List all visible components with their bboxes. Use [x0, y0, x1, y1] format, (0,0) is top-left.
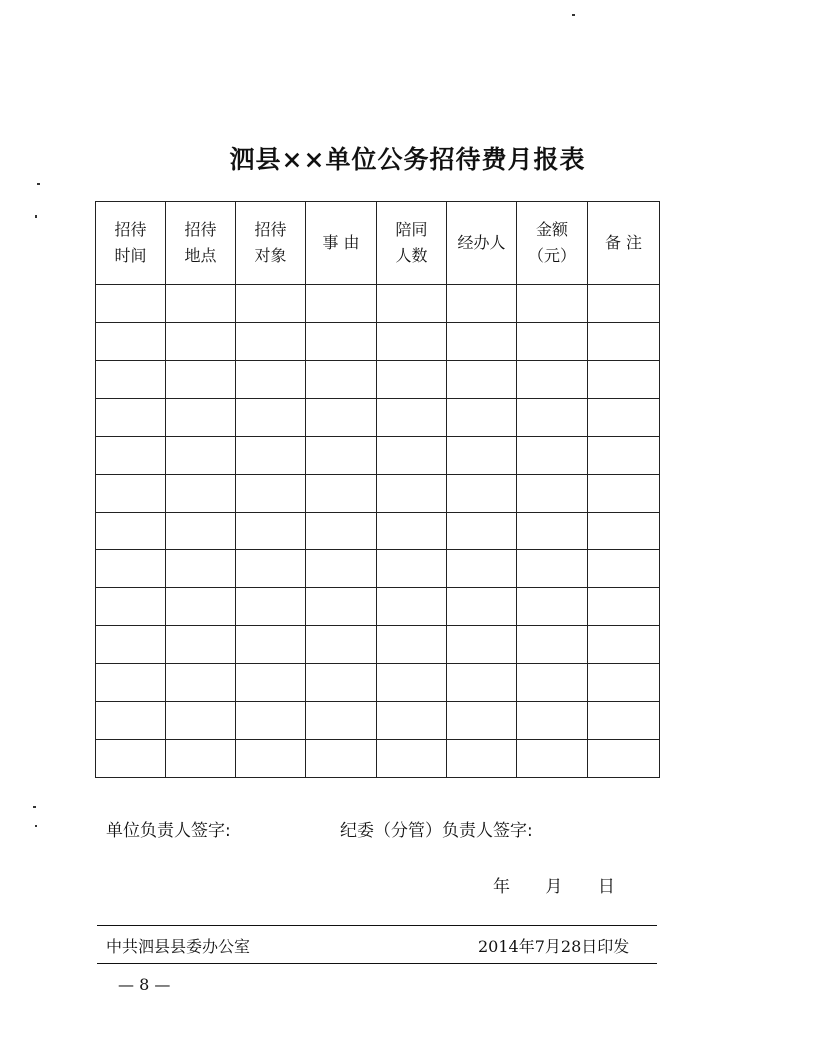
- column-header-text: 招待: [114, 220, 147, 239]
- table-cell: [236, 550, 306, 588]
- issuer: 中共泗县县委办公室: [106, 937, 251, 956]
- table-cell: [517, 398, 588, 436]
- table-cell: [306, 322, 377, 360]
- table-cell: [166, 550, 236, 588]
- table-cell: [588, 285, 660, 323]
- table-row: [96, 588, 660, 626]
- table-cell: [236, 436, 306, 474]
- table-cell: [166, 588, 236, 626]
- column-header: [517, 202, 588, 285]
- table-cell: [96, 512, 166, 550]
- table-cell: [377, 664, 447, 702]
- table-cell: [517, 740, 588, 778]
- table-cell: [517, 285, 588, 323]
- table-cell: [447, 474, 517, 512]
- table-cell: [588, 626, 660, 664]
- table-row: [96, 436, 660, 474]
- table-cell: [166, 322, 236, 360]
- table-cell: [96, 664, 166, 702]
- table-cell: [166, 398, 236, 436]
- table-cell: [377, 740, 447, 778]
- scan-speck: [35, 215, 37, 218]
- table-cell: [588, 436, 660, 474]
- table-cell: [588, 550, 660, 588]
- column-header: [447, 202, 517, 285]
- footer-bottom-rule: [97, 963, 657, 964]
- scan-speck: [37, 183, 40, 185]
- table-cell: [517, 360, 588, 398]
- column-header-text: 对象: [254, 246, 287, 265]
- table-cell: [306, 474, 377, 512]
- column-header: [306, 202, 377, 285]
- table-cell: [96, 398, 166, 436]
- scan-speck: [35, 825, 37, 827]
- table-cell: [447, 702, 517, 740]
- column-header: [166, 202, 236, 285]
- column-header: [377, 202, 447, 285]
- table-cell: [306, 512, 377, 550]
- scan-speck: [572, 14, 575, 16]
- table-row: [96, 550, 660, 588]
- table-cell: [166, 285, 236, 323]
- table-cell: [588, 588, 660, 626]
- table-cell: [306, 664, 377, 702]
- table-cell: [447, 398, 517, 436]
- table-cell: [588, 664, 660, 702]
- table-cell: [377, 474, 447, 512]
- table-cell: [517, 702, 588, 740]
- table-cell: [377, 702, 447, 740]
- table-cell: [377, 626, 447, 664]
- table-cell: [236, 588, 306, 626]
- table-cell: [377, 398, 447, 436]
- column-header-text: 招待: [184, 220, 217, 239]
- table-cell: [588, 512, 660, 550]
- column-header-text: 招待: [254, 220, 287, 239]
- table-row: [96, 626, 660, 664]
- year-label: 年: [493, 877, 510, 897]
- table-cell: [166, 436, 236, 474]
- table-cell: [588, 360, 660, 398]
- table-header-row: [96, 202, 660, 285]
- table-cell: [166, 740, 236, 778]
- table-cell: [517, 512, 588, 550]
- table-cell: [447, 626, 517, 664]
- table-body: [96, 285, 660, 778]
- scan-speck: [33, 806, 36, 808]
- table-cell: [447, 512, 517, 550]
- table-cell: [517, 474, 588, 512]
- document-title: 泗县××单位公务招待费月报表: [229, 145, 586, 174]
- table-row: [96, 512, 660, 550]
- table-cell: [96, 360, 166, 398]
- table-cell: [236, 474, 306, 512]
- table-cell: [517, 626, 588, 664]
- table-cell: [447, 360, 517, 398]
- table-row: [96, 322, 660, 360]
- table-cell: [447, 436, 517, 474]
- day-label: 日: [597, 877, 615, 897]
- table-cell: [447, 588, 517, 626]
- table-cell: [96, 436, 166, 474]
- table-cell: [166, 626, 236, 664]
- table-cell: [447, 322, 517, 360]
- table-cell: [236, 398, 306, 436]
- table-cell: [517, 664, 588, 702]
- column-header-text: 事 由: [322, 233, 360, 252]
- table-cell: [517, 322, 588, 360]
- table-row: [96, 285, 660, 323]
- table-cell: [517, 550, 588, 588]
- footer-top-rule: [97, 925, 657, 926]
- table-cell: [166, 512, 236, 550]
- table-cell: [517, 588, 588, 626]
- column-header-text: 时间: [114, 246, 147, 265]
- unit-head-signature-label: 单位负责人签字:: [106, 821, 231, 841]
- table-cell: [306, 626, 377, 664]
- table-cell: [96, 626, 166, 664]
- table-cell: [236, 360, 306, 398]
- column-header-text: （元）: [527, 246, 576, 265]
- table-cell: [517, 436, 588, 474]
- date-line: [493, 872, 645, 897]
- table-cell: [236, 740, 306, 778]
- table-cell: [377, 550, 447, 588]
- table-cell: [588, 740, 660, 778]
- table-cell: [236, 702, 306, 740]
- column-header-text: 金额: [535, 220, 568, 239]
- table-cell: [96, 322, 166, 360]
- table-cell: [377, 322, 447, 360]
- table-cell: [96, 702, 166, 740]
- table-cell: [306, 360, 377, 398]
- table-cell: [236, 626, 306, 664]
- table-cell: [306, 436, 377, 474]
- table-cell: [377, 436, 447, 474]
- table-row: [96, 360, 660, 398]
- table-cell: [236, 664, 306, 702]
- column-header-text: 陪同: [395, 220, 428, 239]
- column-header-text: 地点: [184, 246, 217, 265]
- table-row: [96, 474, 660, 512]
- column-header: [236, 202, 306, 285]
- table-cell: [447, 740, 517, 778]
- commission-head-signature-label: 纪委（分管）负责人签字:: [340, 821, 533, 841]
- table-cell: [306, 550, 377, 588]
- table-cell: [166, 702, 236, 740]
- column-header: [588, 202, 660, 285]
- column-header-text: 人数: [395, 246, 428, 265]
- table-cell: [96, 588, 166, 626]
- table-cell: [306, 588, 377, 626]
- table-row: [96, 740, 660, 778]
- table-cell: [166, 360, 236, 398]
- table-cell: [306, 702, 377, 740]
- table-cell: [377, 512, 447, 550]
- issue-date: 2014年7月28日印发: [478, 937, 630, 956]
- month-label: 月: [545, 877, 563, 897]
- table-cell: [588, 702, 660, 740]
- table-cell: [96, 285, 166, 323]
- table-row: [96, 702, 660, 740]
- column-header-text: 备 注: [604, 233, 643, 252]
- table-cell: [447, 664, 517, 702]
- table-cell: [588, 474, 660, 512]
- page-number: — 8 —: [118, 975, 171, 994]
- table-cell: [447, 550, 517, 588]
- table-cell: [166, 664, 236, 702]
- table-cell: [96, 474, 166, 512]
- table-cell: [236, 285, 306, 323]
- table-cell: [588, 398, 660, 436]
- table-cell: [447, 285, 517, 323]
- table-cell: [236, 322, 306, 360]
- table-cell: [166, 474, 236, 512]
- table-cell: [306, 740, 377, 778]
- table-cell: [236, 512, 306, 550]
- table-row: [96, 398, 660, 436]
- table-cell: [377, 285, 447, 323]
- table-cell: [377, 588, 447, 626]
- table-cell: [306, 398, 377, 436]
- column-header: [96, 202, 166, 285]
- column-header-text: 经办人: [457, 233, 506, 252]
- table-cell: [96, 550, 166, 588]
- table-cell: [96, 740, 166, 778]
- table-row: [96, 664, 660, 702]
- expense-report-table: [95, 201, 660, 778]
- table-cell: [588, 322, 660, 360]
- table-cell: [306, 285, 377, 323]
- table-cell: [377, 360, 447, 398]
